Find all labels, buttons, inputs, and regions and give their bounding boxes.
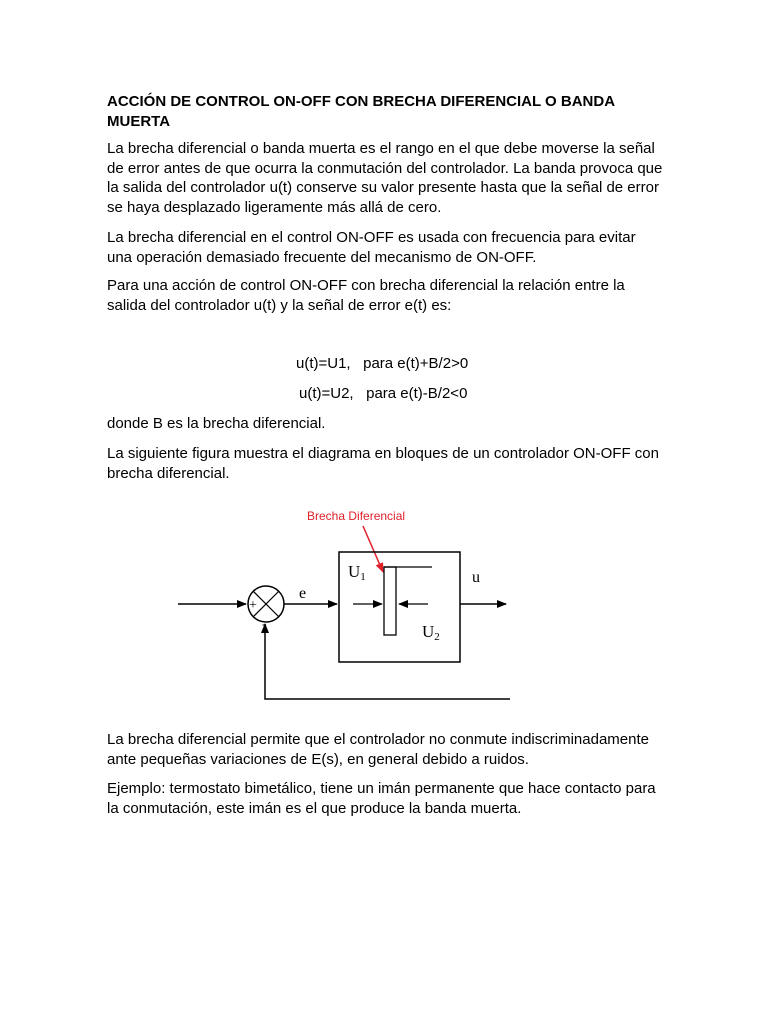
annotation-pointer-arrow <box>363 526 383 572</box>
equation-u2: u(t)=U2, para e(t)-B/2<0 <box>299 385 468 402</box>
dead-band-rect <box>384 567 396 635</box>
output-label: u <box>472 569 480 586</box>
annotation-label: Brecha Diferencial <box>307 509 406 523</box>
paragraph-figure-intro: La siguiente figura muestra el diagrama en bloques de un controlador ON-OFF con brecha diferencial. <box>107 445 659 482</box>
paragraph-where-b: donde B es la brecha diferencial. <box>107 415 326 432</box>
paragraph-benefit: La brecha diferencial permite que el controlador no conmute indiscriminadamente ante pequeñas variaciones de E(s), en general debido a ruidos. <box>107 731 649 768</box>
u2-label: U2 <box>422 622 440 643</box>
error-label: e <box>299 585 307 602</box>
paragraph-usage: La brecha diferencial en el control ON-OFF es usada con frecuencia para evitar una operación demasiado frecuente del mecanismo de ON-OFF. <box>107 229 636 266</box>
plus-sign: + <box>249 598 257 613</box>
section-heading: ACCIÓN DE CONTROL ON-OFF CON BRECHA DIFERENCIAL O BANDA MUERTA <box>107 93 615 130</box>
paragraph-relation: Para una acción de control ON-OFF con brecha diferencial la relación entre la salida del controlador u(t) y la señal de error e(t) es: <box>107 277 625 314</box>
u1-label: U1 <box>348 562 366 583</box>
paragraph-example: Ejemplo: termostato bimetálico, tiene un imán permanente que hace contacto para la conmutación, este imán es el que produce la banda muerta. <box>107 780 656 817</box>
equation-u1: u(t)=U1, para e(t)+B/2>0 <box>296 355 469 372</box>
paragraph-definition: La brecha diferencial o banda muerta es el rango en el que debe moverse la señal de error antes de que ocurra la conmutación del controlador. La banda provoca que la salida del controlador u(t) conserve su valor presente hasta que la señal de error se haya desplazado ligeramente más allá de cero. <box>107 140 663 216</box>
block-diagram <box>170 500 520 710</box>
minus-sign: - <box>262 617 267 632</box>
